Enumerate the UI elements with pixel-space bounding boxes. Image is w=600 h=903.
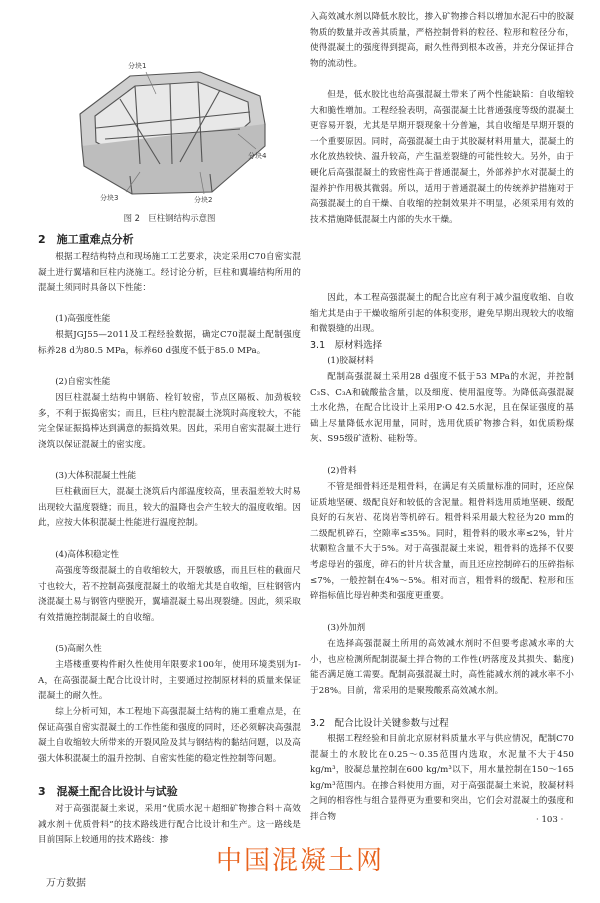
aggregate-title: (2)骨料 — [327, 466, 357, 476]
binder-text: 配制高强混凝土采用28 d强度不低于53 MPa的水泥，并控制C₃S、C₃A和硫酸盐含量，以及细度、使用温度等。为降低高强混凝土水化热，在配合比设计上采用P·O 42.5水泥，且在保证强度的基础上尽量降低水泥用量，同时，选用优质矿物掺合料，如优质粉煤灰、S95级矿渣粉、硅粉等。 — [310, 372, 574, 445]
para-continued: 入高效减水剂以降低水胶比，掺入矿物掺合料以增加水泥石中的胶凝物质的数量并改善其质量，严格控制骨料的粒径、粒形和粒径分布，使得混凝土的强度得到提高，耐久性得到根本改善，并充分保证拌合物的流动性。 — [310, 12, 574, 69]
item2-title: (2)自密实性能 — [55, 377, 111, 387]
para-shrinkage-defects: 但是，低水胶比也给高强混凝土带来了两个性能缺陷：自收缩较大和脆性增加。工程经验表明，高强混凝土比普通强度等级的混凝土更容易开裂，尤其是早期开裂现象十分普遍，其自收缩是早期开裂的一个重要原因。同时，高强混凝土由于其胶凝材料用量大，混凝土的水化放热较快、温升较高，产生温差裂缝的可能性较大。另外，由于硬化后高强混凝土的致密性高于普通混凝土，外部养护水对混凝土的湿养护作用极其微弱。所以，适用于普通混凝土的传统养护措施对于高强混凝土的自干燥、自收缩的控制效果并不明显，必须采用有效的技术措施降低混凝土内部的失水干燥。 — [310, 90, 574, 225]
para-therefore: 因此，本工程高强混凝土的配合比应有利于减少温度收缩、自收缩尤其是由于干燥收缩所引起的体积变形，避免早期出现较大的收缩和微裂缝的出现。 — [310, 293, 574, 335]
source-label: 万方数据 — [46, 878, 86, 889]
item5-text: 主塔楼重要构件耐久性使用年限要求100年，使用环境类别为Ⅰ-A，在高强混凝土配合比设计时，主要通过控制原材料的质量来保证混凝土的耐久性。 — [38, 660, 301, 702]
item5-title: (5)高耐久性 — [55, 644, 102, 654]
figure-caption: 图 2 巨柱钢结构示意图 — [123, 213, 216, 223]
item3-text: 巨柱截面巨大，混凝土浇筑后内部温度较高，里表温差较大时易出现较大温度裂缝；而且，较大的温降也会产生较大的温度收缩。因此，应按大体积混凝土性能进行温度控制。 — [38, 487, 301, 529]
binder-title: (1)胶凝材料 — [327, 356, 374, 366]
watermark-text: 中国混凝土网 — [215, 846, 384, 876]
section2-title: 2 施工重难点分析 — [38, 233, 134, 246]
admixture-text: 在选择高强混凝土所用的高效减水剂时不但要考虑减水率的大小，也应检测所配制混凝土拌合物的工作性(坍落度及其损失、黏度)能否满足施工需要。配制高强混凝土时，高性能减水剂的减水率不小于28%。目前，常采用的是聚羧酸系高效减水剂。 — [310, 639, 574, 696]
figure-label-block1: 分块1 — [128, 62, 147, 70]
item2-text: 因巨柱混凝土结构中钢筋、栓钉较密，节点区隔板、加劲板较多，不利于振捣密实；而且，巨柱内腔混凝土浇筑时高度较大，不能完全保证振捣棒达到满意的振捣效果。因此，采用自密实混凝土进行浇筑以保证混凝土的密实度。 — [38, 393, 301, 450]
admixture-title: (3)外加剂 — [327, 623, 366, 633]
section3-title: 3 混凝土配合比设计与试验 — [38, 785, 178, 798]
mix-design-text: 根据工程经验和目前北京原材料质量水平与供应情况，配制C70混凝土的水胶比在0.25～0.35范围内选取，水泥量不大于450 kg/m³，胶凝总量控制在600 kg/m³以下，用水量控制在150～165 kg/m³范围内。在掺合料使用方面，对于高强混凝土来说，胶凝材料之间的相容性与组合显得更为重要和突出，它们会对混凝土的强度和拌合物 — [310, 734, 574, 822]
item1-text: 根据JGJ55—2011及工程经验数据，确定C70混凝土配制强度标养28 d为80.5 MPa，标养60 d强度不低于85.0 MPa。 — [38, 330, 301, 356]
aggregate-text: 不管是细骨料还是粗骨料，在满足有关质量标准的同时，还应保证质地坚硬、级配良好和较低的含泥量。粗骨料选用质地坚硬、级配良好的石灰岩、花岗岩等机碎石。粗骨料采用最大粒径为20 mm的二级配机碎石，空隙率≤35%。同时，粗骨料的吸水率≤2%，针片状颗粒含量不大于5%。对于高强混凝土来说，粗骨料的选择不仅要考虑母岩的强度，碎石的针片状含量，而且还应控制碎石的压碎指标≤7%，一般控制在4%～5%。相对而言，粗骨料的级配、粒形和压碎指标值比母岩种类和强度更重要。 — [310, 482, 574, 602]
page-number: · 103 · — [536, 815, 564, 825]
figure-label-block2: 分块2 — [194, 196, 213, 204]
figure-label-block4: 分块4 — [248, 152, 267, 160]
section3-text: 对于高强混凝土来说，采用“优质水泥＋超细矿物掺合料＋高效减水剂＋优质骨料”的技术路线进行配合比设计和生产。这一路线是目前国际上较通用的技术路线：掺 — [38, 804, 301, 846]
figure-label-block3: 分块3 — [100, 194, 119, 202]
subsection-3-1-title: 3.1 原材料选择 — [310, 340, 383, 351]
item3-title: (3)大体积混凝土性能 — [55, 471, 137, 481]
mega-column-steel-structure-figure — [60, 54, 280, 214]
section2-intro: 根据工程结构特点和现场施工工艺要求，决定采用C70自密实混凝土进行翼墙和巨柱内浇施工。经讨论分析，巨柱和翼墙结构所用的混凝土须同时具备以下性能： — [38, 252, 301, 294]
item1-title: (1)高强度性能 — [55, 314, 111, 324]
item4-text: 高强度等级混凝土的自收缩较大，开裂敏感，而且巨柱的截面尺寸也较大，若不控制高强度混凝土的收缩尤其是自收缩，巨柱钢管内浇混凝土易与钢管内壁脱开，翼墙混凝土易出现裂缝。因此，须采取有效措施控制混凝土的自收缩。 — [38, 566, 301, 623]
item4-title: (4)高体积稳定性 — [55, 550, 119, 560]
subsection-3-2-title: 3.2 配合比设计关键参数与过程 — [310, 718, 449, 729]
analysis-summary: 综上分析可知，本工程地下高强混凝土结构的施工重难点是，在保证高强自密实混凝土的工作性能和强度的同时，还必须解决高强混凝土自收缩较大所带来的开裂风险及其与钢结构的黏结问题，以及高强大体积混凝土的温升控制、自密实性能的稳定性控制等问题。 — [38, 707, 301, 764]
